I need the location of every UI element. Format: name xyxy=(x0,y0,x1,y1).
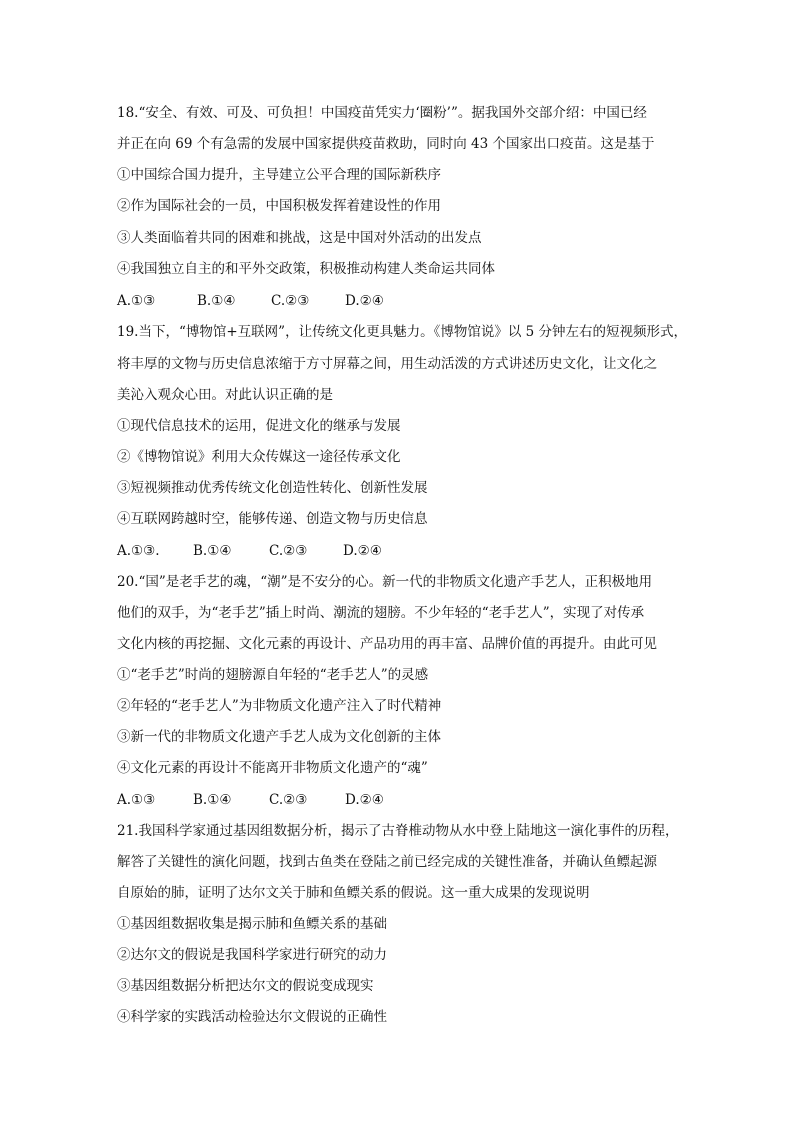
q21-stem-line-2: 解答了关键性的演化问题，找到古鱼类在登陆之前已经完成的关键性准备，并确认鱼鳔起源 xyxy=(117,854,657,870)
q20-stem-line-3: 文化内核的再挖掘、文化元素的再设计、产品功用的再丰富、品牌价值的再提升。由此可见 xyxy=(117,636,657,652)
q19-option-b: B.①④ xyxy=(193,543,232,559)
q19-option-d: D.②④ xyxy=(343,543,382,559)
q19-stem-line-3: 美沁入观众心田。对此认识正确的是 xyxy=(117,387,333,403)
q20-option-c: C.②③ xyxy=(269,792,308,808)
q20-options xyxy=(117,791,384,809)
q20-option-a: A.①③ xyxy=(117,792,156,808)
q18-stem-line-2: 并正在向 69 个有急需的发展中国家提供疫苗救助，同时向 43 个国家出口疫苗。这是基于 xyxy=(117,136,655,152)
q18-item-4: ④我国独立自主的和平外交政策，积极推动构建人类命运共同体 xyxy=(117,261,495,277)
q18-item-2: ②作为国际社会的一员，中国积极发挥着建设性的作用 xyxy=(117,198,441,214)
q20-stem-line-1: 20.“国”是老手艺的魂，“潮”是不安分的心。新一代的非物质文化遗产手艺人，正积极地用 xyxy=(117,574,653,590)
q20-item-4: ④文化元素的再设计不能离开非物质文化遗产的“魂” xyxy=(117,760,428,776)
q18-stem-line-1: 18.“安全、有效、可及、可负担！中国疫苗凭实力‘圈粉’”。据我国外交部介绍：中国已经 xyxy=(117,105,647,121)
q21-item-3: ③基因组数据分析把达尔文的假说变成现实 xyxy=(117,978,374,994)
q19-item-1: ①现代信息技术的运用，促进文化的继承与发展 xyxy=(117,418,401,434)
q18-option-d: D.②④ xyxy=(345,293,384,309)
q18-item-3: ③人类面临着共同的困难和挑战，这是中国对外活动的出发点 xyxy=(117,230,482,246)
q20-stem-line-2: 他们的双手，为“老手艺”插上时尚、潮流的翅膀。不少年轻的“老手艺人”，实现了对传承 xyxy=(117,605,645,621)
q21-item-2: ②达尔文的假说是我国科学家进行研究的动力 xyxy=(117,947,387,963)
q19-option-c: C.②③ xyxy=(269,543,308,559)
q18-item-1: ①中国综合国力提升，主导建立公平合理的国际新秩序 xyxy=(117,167,441,183)
q21-item-4: ④科学家的实践活动检验达尔文假说的正确性 xyxy=(117,1009,387,1025)
q20-item-1: ①“老手艺”时尚的翅膀源自年轻的“老手艺人”的灵感 xyxy=(117,667,429,683)
q18-options xyxy=(117,292,384,310)
q19-options xyxy=(117,542,382,560)
q19-item-3: ③短视频推动优秀传统文化创造性转化、创新性发展 xyxy=(117,480,428,496)
q19-option-a: A.①③. xyxy=(117,543,160,559)
q18-option-b: B.①④ xyxy=(197,293,236,309)
q21-stem-line-3: 自原始的肺，证明了达尔文关于肺和鱼鳔关系的假说。这一重大成果的发现说明 xyxy=(117,885,590,901)
q19-item-2: ②《博物馆说》利用大众传媒这一途径传承文化 xyxy=(117,449,401,465)
q20-option-d: D.②④ xyxy=(345,792,384,808)
q21-stem-line-1: 21.我国科学家通过基因组数据分析，揭示了古脊椎动物从水中登上陆地这一演化事件的历程， xyxy=(117,823,679,839)
q21-item-1: ①基因组数据收集是揭示肺和鱼鳔关系的基础 xyxy=(117,916,387,932)
q19-stem-line-1: 19.当下，“博物馆+互联网”，让传统文化更具魅力。《博物馆说》以 5 分钟左右的短视频形式， xyxy=(117,324,688,340)
q19-stem-line-2: 将丰厚的文物与历史信息浓缩于方寸屏幕之间，用生动活泼的方式讲述历史文化，让文化之 xyxy=(117,356,657,372)
q20-item-3: ③新一代的非物质文化遗产手艺人成为文化创新的主体 xyxy=(117,729,441,745)
q19-item-4: ④互联网跨越时空，能够传递、创造文物与历史信息 xyxy=(117,511,428,527)
q20-option-b: B.①④ xyxy=(193,792,232,808)
q18-option-a: A.①③ xyxy=(117,293,156,309)
q20-item-2: ②年轻的“老手艺人”为非物质文化遗产注入了时代精神 xyxy=(117,698,442,714)
q18-option-c: C.②③ xyxy=(271,293,310,309)
